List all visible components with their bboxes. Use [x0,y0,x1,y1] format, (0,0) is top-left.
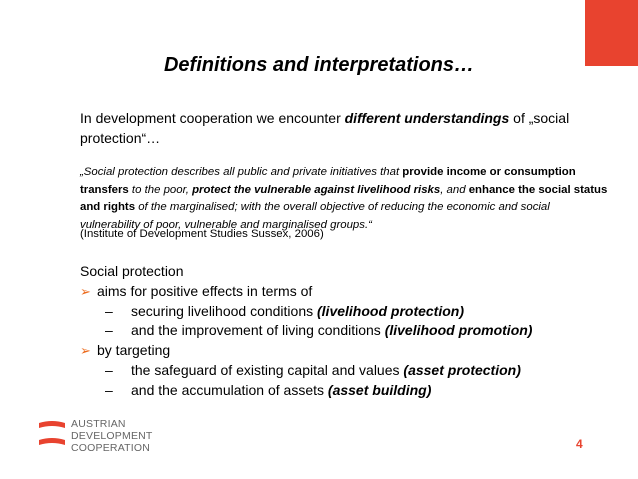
slide-title: Definitions and interpretations… [163,54,475,76]
intro-paragraph [80,108,610,148]
quote-text-4: of the marginalised; with the overall objective of reducing the economic and social vulnerability of poor, vulnerable and marginalised groups.“ [80,201,550,231]
quote-bold-3: enhance the social status and rights [80,183,608,213]
list-item [80,341,610,361]
list-subitem [80,321,610,341]
list-subitem-text: and the improvement of living conditions [131,322,385,339]
arrow-bullet-icon: ➢ [80,343,91,359]
quote-text-2: to the poor, [128,183,193,196]
list-subitem-emphasis: (asset protection) [403,361,521,378]
logo-line-3: COOPERATION [71,442,151,454]
logo-line-2: DEVELOPMENT [71,430,153,442]
list-subitem [80,361,610,381]
dash-bullet-icon: – [105,322,113,339]
list-subitem-emphasis: (asset building) [327,381,432,398]
list-subitem-emphasis: (livelihood promotion) [384,322,533,339]
logo-line-1: AUSTRIAN [71,418,126,430]
list-item-text: aims for positive effects in terms of [97,282,313,299]
arrow-bullet-icon: ➢ [80,283,91,299]
list-subitem-text: securing livelihood conditions [131,302,317,319]
quote-text-3: , and [440,183,469,196]
quote-text-1: „Social protection describes all public and private initiatives that [80,166,403,178]
list-item-text: by targeting [97,342,171,359]
list-subitem [80,302,610,322]
flag-stripes-icon [37,419,67,451]
austrian-development-cooperation-logo [37,415,167,457]
dash-bullet-icon: – [105,302,113,319]
quote-bold-2: protect the vulnerable against livelihood risks [192,183,441,196]
list-item [80,282,610,302]
quote-bold-1: provide income or consumption transfers [80,166,576,196]
logo-text [71,418,153,454]
definition-quote [80,164,610,234]
list-subitem [80,381,610,401]
dash-bullet-icon: – [105,361,113,378]
intro-text-3: protection“… [80,130,161,146]
list-subitem-text: the safeguard of existing capital and values [131,361,404,378]
dash-bullet-icon: – [105,381,113,398]
list-subitem-text: and the accumulation of assets [131,381,328,398]
intro-text-2: of „social [509,110,570,126]
intro-emphasis: different understandings [344,110,510,126]
page-number: 4 [576,437,583,451]
quote-source: (Institute of Development Studies Sussex, 2006) [80,228,324,240]
list-heading: Social protection [80,263,184,279]
intro-text-1: In development cooperation we encounter [80,110,345,126]
list-subitem-emphasis: (livelihood protection) [317,302,464,319]
social-protection-list [80,262,610,401]
